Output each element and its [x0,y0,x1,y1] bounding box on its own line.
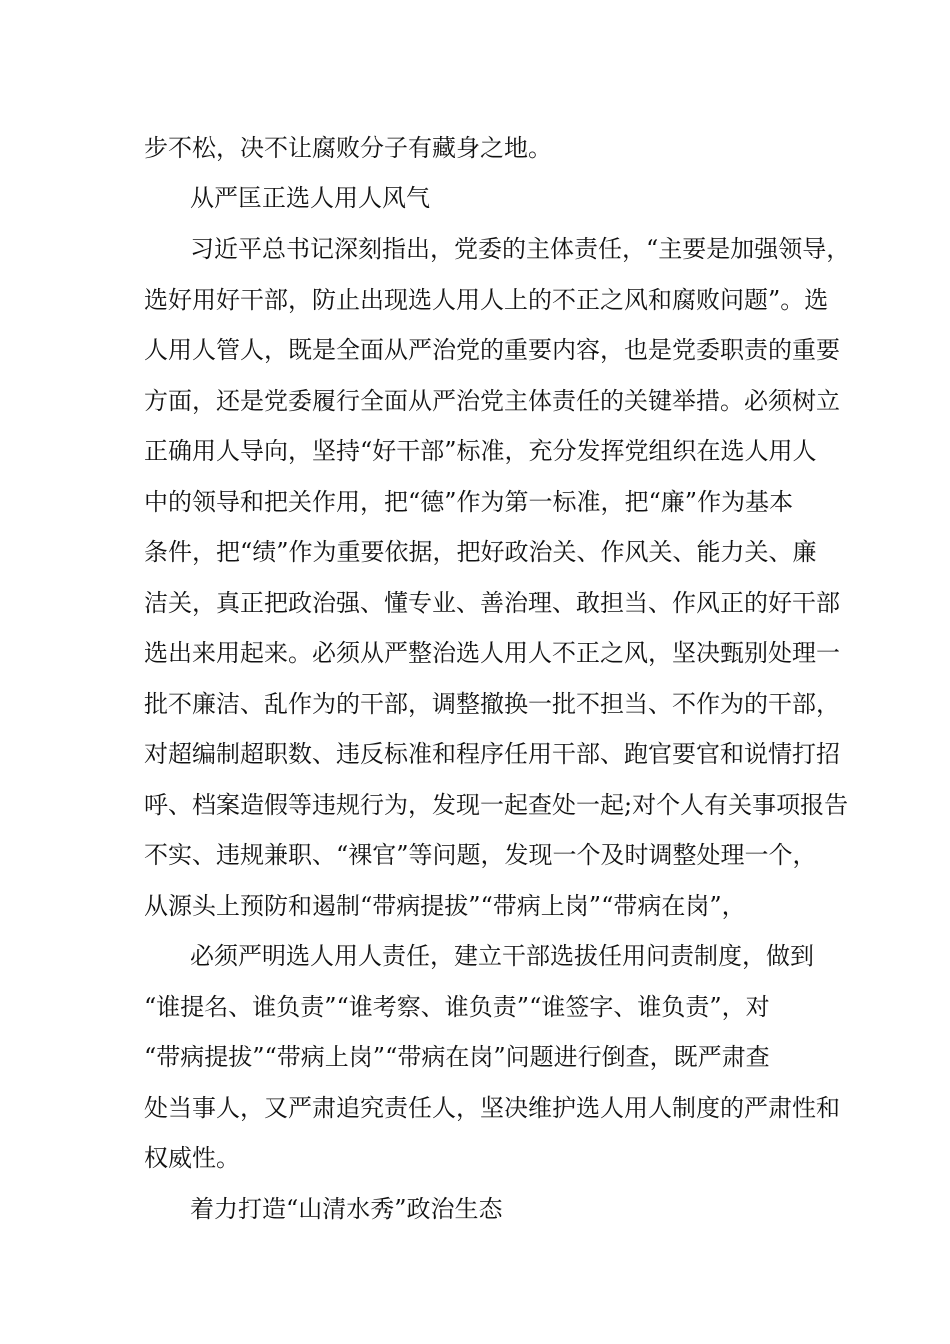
section-heading: 从严匡正选人用人风气 [190,184,430,212]
text-line: 选好用好干部，防止出现选人用人上的不正之风和腐败问题”。选 [144,286,829,314]
text-line: 习近平总书记深刻指出，党委的主体责任，“主要是加强领导， [190,235,851,263]
text-line: “带病提拔”“带病上岗”“带病在岗”问题进行倒查，既严肃查 [144,1043,770,1071]
text-line: 选出来用起来。必须从严整治选人用人不正之风，坚决甄别处理一 [144,639,840,667]
text-line: 中的领导和把关作用，把“德”作为第一标准，把“廉”作为基本 [144,488,794,516]
text-line: 不实、违规兼职、“裸官”等问题，发现一个及时调整处理一个， [144,841,817,869]
text-line: 必须严明选人用人责任，建立干部选拔任用问责制度，做到 [190,942,814,970]
text-line: 条件，把“绩”作为重要依据，把好政治关、作风关、能力关、廉 [144,538,817,566]
text-line: 对超编制超职数、违反标准和程序任用干部、跑官要官和说情打招 [144,740,840,768]
text-line: “谁提名、谁负责”“谁考察、谁负责”“谁签字、谁负责”，对 [144,993,770,1021]
text-line: 权威性。 [144,1144,240,1172]
text-line: 从源头上预防和遏制“带病提拔”“带病上岗”“带病在岗”， [144,892,746,920]
text-line: 洁关，真正把政治强、懂专业、善治理、敢担当、作风正的好干部 [144,589,840,617]
section-heading: 着力打造“山清水秀”政治生态 [190,1195,503,1223]
text-line: 正确用人导向，坚持“好干部”标准，充分发挥党组织在选人用人 [144,437,817,465]
text-line: 方面，还是党委履行全面从严治党主体责任的关键举措。必须树立 [144,387,840,415]
text-line: 批不廉洁、乱作为的干部，调整撤换一批不担当、不作为的干部， [144,690,840,718]
text-line: 处当事人，又严肃追究责任人，坚决维护选人用人制度的严肃性和 [144,1094,840,1122]
text-line: 呼、档案造假等违规行为，发现一起查处一起;对个人有关事项报告 [144,791,849,819]
text-line: 步不松，决不让腐败分子有藏身之地。 [144,134,552,162]
text-line: 人用人管人，既是全面从严治党的重要内容，也是党委职责的重要 [144,336,840,364]
